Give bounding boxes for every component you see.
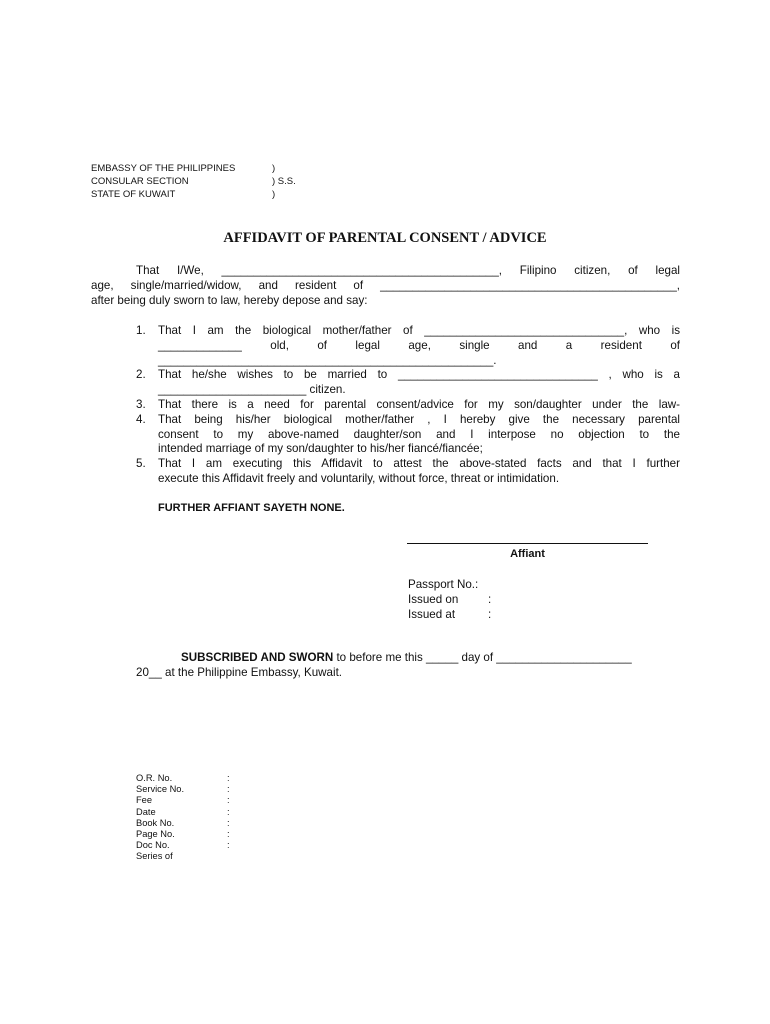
venue-mark: ) <box>272 163 276 174</box>
venue-label: EMBASSY OF THE PHILIPPINES <box>91 163 236 174</box>
item-number: 1. <box>136 324 146 337</box>
record-label: Book No. <box>136 817 175 828</box>
jurat-text: to before me this _____ day of _____________________ <box>333 651 632 664</box>
record-row <box>136 851 230 862</box>
record-separator: : <box>227 795 230 806</box>
item-line: consent to my above-named daughter/son and I interpose no objection to the <box>158 427 680 441</box>
venue-row <box>91 175 296 188</box>
intro-paragraph <box>91 264 680 308</box>
record-separator: : <box>227 806 230 817</box>
record-row <box>136 818 230 829</box>
record-separator: : <box>227 817 230 828</box>
record-label: Service No. <box>136 784 185 795</box>
item-number: 4. <box>136 412 146 426</box>
item-line: ____________________________________________________. <box>158 353 497 367</box>
affiant-label: Affiant <box>510 548 545 560</box>
item-text <box>158 398 680 413</box>
venue-row <box>91 188 296 201</box>
passport-row <box>408 593 491 608</box>
passport-row <box>408 578 491 593</box>
list-item <box>136 398 680 413</box>
record-separator: : <box>227 840 230 851</box>
passport-label: Passport No.: <box>408 578 479 591</box>
record-row <box>136 795 230 806</box>
venue-label: CONSULAR SECTION <box>91 176 189 187</box>
passport-row <box>408 608 491 623</box>
record-separator: : <box>227 784 230 795</box>
jurat-line: 20__ at the Philippine Embassy, Kuwait. <box>136 665 343 679</box>
further-affiant-statement: FURTHER AFFIANT SAYETH NONE. <box>158 502 345 514</box>
item-text <box>158 413 680 457</box>
item-line: That being his/her biological mother/father , I hereby give the necessary parental <box>158 412 680 426</box>
item-text <box>158 324 680 368</box>
intro-line: That I/We, ___________________________________________, Filipino citizen, of legal <box>136 264 680 277</box>
venue-row <box>91 162 296 175</box>
record-label: Page No. <box>136 829 175 840</box>
record-label: Series of <box>136 851 173 862</box>
intro-line: age, single/married/widow, and resident of ______________________________________________, <box>91 278 680 292</box>
statement-list <box>136 324 680 487</box>
record-label: Date <box>136 806 156 817</box>
item-line: _______________________ citizen. <box>158 383 346 397</box>
record-separator: : <box>227 829 230 840</box>
item-text <box>158 368 680 398</box>
item-line: That I am executing this Affidavit to attest the above-stated facts and that I further <box>158 457 680 471</box>
item-number: 3. <box>136 397 146 411</box>
item-number: 5. <box>136 457 146 471</box>
item-line: execute this Affidavit freely and voluntarily, without force, threat or intimidation. <box>158 471 560 485</box>
jurat-line <box>136 651 680 666</box>
passport-block <box>408 578 491 622</box>
affiant-signature-line <box>407 543 648 544</box>
record-label: O.R. No. <box>136 773 173 783</box>
passport-separator: : <box>488 592 492 606</box>
passport-label: Issued on <box>408 592 459 606</box>
record-row <box>136 807 230 818</box>
record-row <box>136 784 230 795</box>
list-item <box>136 324 680 368</box>
venue-mark: ) <box>272 189 276 200</box>
item-line: That there is a need for parental consent/advice for my son/daughter under the law- <box>158 397 680 411</box>
record-row <box>136 829 230 840</box>
list-item <box>136 368 680 398</box>
list-item <box>136 457 680 487</box>
venue-label: STATE OF KUWAIT <box>91 189 176 200</box>
official-record-block <box>136 773 230 863</box>
item-line: That I am the biological mother/father of _______________________________, who is <box>158 324 680 337</box>
record-separator: : <box>227 773 230 783</box>
list-item <box>136 413 680 457</box>
item-line: intended marriage of my son/daughter to his/her fiancé/fiancée; <box>158 442 483 456</box>
venue-mark: ) S.S. <box>272 176 296 187</box>
record-row <box>136 773 230 784</box>
item-number: 2. <box>136 368 146 382</box>
intro-line: after being duly sworn to law, hereby depose and say: <box>91 293 368 307</box>
passport-label: Issued at <box>408 607 456 621</box>
item-line: That he/she wishes to be married to _______________________________ , who is a <box>158 368 680 382</box>
document-title: AFFIDAVIT OF PARENTAL CONSENT / ADVICE <box>223 230 547 246</box>
jurat-paragraph <box>136 651 680 681</box>
record-label: Doc No. <box>136 840 170 851</box>
item-line: _____________ old, of legal age, single and a resident of <box>158 338 680 352</box>
record-label: Fee <box>136 795 153 806</box>
item-text <box>158 457 680 487</box>
jurat-heading: SUBSCRIBED AND SWORN <box>181 651 334 664</box>
venue-block <box>91 162 296 201</box>
record-row <box>136 840 230 851</box>
passport-separator: : <box>488 607 492 621</box>
